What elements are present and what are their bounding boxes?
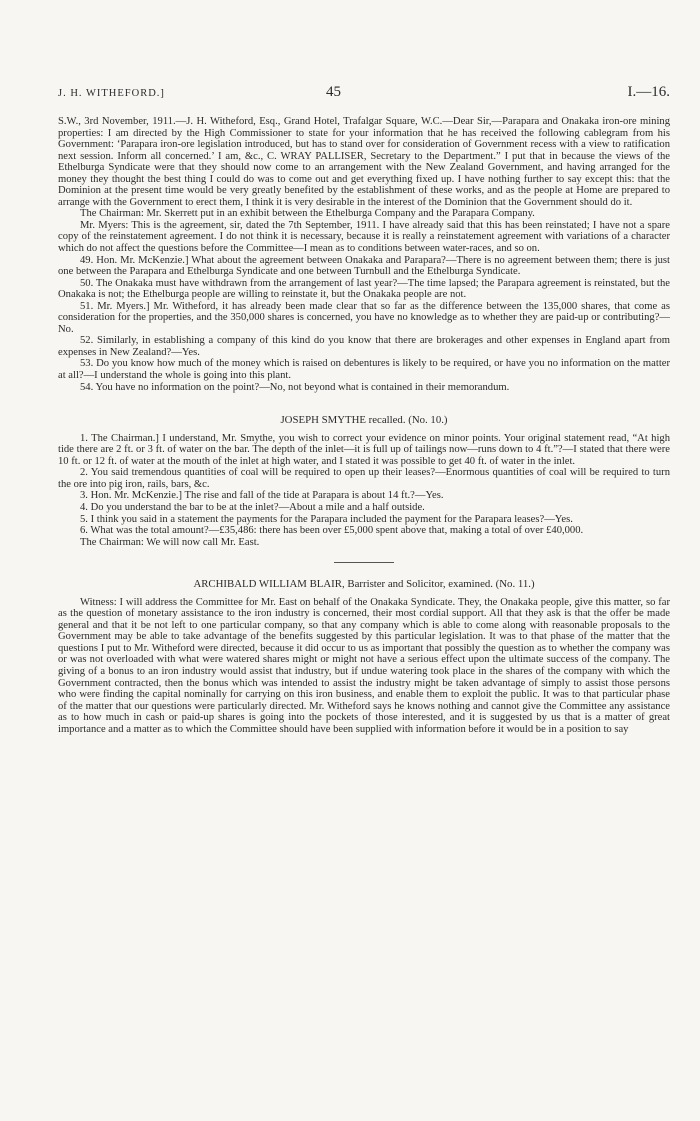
blair-evidence-section <box>58 579 670 735</box>
paragraph: 3. Hon. Mr. McKenzie.] The rise and fall of the tide at Parapara is about 14 ft.?—Yes. <box>80 490 444 502</box>
section-heading: ARCHIBALD WILLIAM BLAIR, Barrister and Solicitor, examined. (No. 11.) <box>193 578 535 591</box>
paragraph: 4. Do you understand the bar to be at the inlet?—About a mile and a half outside. <box>80 501 425 513</box>
paragraph: 1. The Chairman.] I understand, Mr. Smythe, you wish to correct your evidence on minor points. Your original statement read, “At high tide there are 2 ft. or 3 ft. of water on the bar. The depth of the inlet—it is full up of tailings now—runs down to 4 ft.”?—I stated that there were 10 ft. or 12 ft. of water at the mouth of the inlet at high water, and I stated it was possible to get 40 ft. of water in the inlet. <box>58 432 670 467</box>
paragraph: Witness: I will address the Committee for Mr. East on behalf of the Onakaka Syndicate. They, the Onakaka people, give this matter, so far as the question of monetary assistance to the iron industry is concerned, their most cordial support. All that they ask is that the offer be made general and that it be not left to one particular company, so that any company which is able to come along with reasonable proposals to the Government may be able to take advantage of the benefits suggested by this particular legislation. It was to that phase of the matter that the questions I put to Mr. Witheford were directed, because it did occur to us as important that possibly the question as to whether the company was or was not overloaded with what were watered shares might or might not have a serious effect upon the ultimate success of the company. The giving of a bonus to an iron industry would assist that industry, but if undue watering took place in the shares of the company with which the Government contracted, then the bonus which was intended to assist the industry might be taken advantage of simply to assist those persons who were finding the capital nominally for carrying on this iron business, and enable them to exploit the public. It was to that particular phase of the matter that our questions were particularly directed. Mr. Witheford says he knows nothing and cannot give the Committee any assistance as to how much in cash or paid-up shares is going into the pockets of those interested, and it is suggested by us that is a matter of great importance and a matter as to which the Committee should have been supplied with information before it would be in a position to say <box>58 596 670 735</box>
paragraph: 52. Similarly, in establishing a company of this kind do you know that there are brokerages and other expenses in England apart from expenses in New Zealand?—Yes. <box>58 335 670 358</box>
paragraph: The Chairman: Mr. Skerrett put in an exhibit between the Ethelburga Company and the Parapara Company. <box>80 208 535 220</box>
page-number: 45 <box>326 84 341 100</box>
smythe-evidence-section <box>58 415 670 548</box>
paragraph: 51. Mr. Myers.] Mr. Witheford, it has already been made clear that so far as the difference between the 135,000 shares, that come as consideration for the properties, and the 350,000 shares is concerned, you have no knowledge as to whether they are paid-up or contributing?—No. <box>58 300 670 335</box>
paragraph: 6. What was the total amount?—£35,486: there has been over £5,000 spent above that, making a total of over £40,000. <box>80 525 584 537</box>
paragraph: The Chairman: We will now call Mr. East. <box>80 536 260 548</box>
header-witness-name: J. H. WITHEFORD.] <box>58 88 165 99</box>
section-spacer <box>58 393 670 415</box>
paragraph: S.W., 3rd November, 1911.—J. H. Witheford, Esq., Grand Hotel, Trafalgar Square, W.C.—Dear Sir,—Parapara and Onakaka iron-ore mining properties: I am directed by the High Commissioner to state for your information that he has received the following cablegram from his Government: ‘Parapara iron-ore legislation introduced, but has to stand over for consideration of Government recess with a view to ratification next session. Inform all concerned.’ I am, &c., C. WRAY PALLISER, Secretary to the Department.” I put that in because the views of the Ethelburga Syndicate were that they should now come to an arrangement with the New Zealand Government, and having arranged for the money they thought the best thing I could do was to come out and get everything fixed up. I have nothing further to say except this: that the Dominion at the present time would be very greatly benefited by the establishment of these works, and as the people at Home are prepared to arrange with the Government to erect them, I think it is very desirable in the interest of the Dominion that the Government should do it. <box>58 116 670 208</box>
running-header <box>58 84 670 104</box>
paragraph: 5. I think you said in a statement the payments for the Parapara included the payment for the Parapara leases?—Yes. <box>80 513 573 525</box>
section-heading: JOSEPH SMYTHE recalled. (No. 10.) <box>280 414 448 427</box>
paragraph: 50. The Onakaka must have withdrawn from the arrangement of last year?—The time lapsed; the Parapara agreement is reinstated, but the Onakaka is not; the Ethelburga people are willing to reinstate it, but the Onakaka people are not. <box>58 277 670 301</box>
section-divider <box>334 562 394 563</box>
document-reference: I.—16. <box>627 84 670 100</box>
paragraph: 54. You have no information on the point?—No, not beyond what is contained in their memorandum. <box>80 381 510 393</box>
paragraph: Mr. Myers: This is the agreement, sir, dated the 7th September, 1911. I have already said that this has been reinstated; I have not a spare copy of the reinstatement agreement. I do not think it is necessary, because it is really a reinstatement agreement with variations of a character which do not affect the questions before the Committee—I mean as to conditions between water-races, and so on. <box>58 219 670 255</box>
paragraph: 2. You said tremendous quantities of coal will be required to open up their leases?—Enormous quantities of coal will be required to turn the ore into pig iron, rails, bars, &c. <box>58 467 670 490</box>
paragraph: 49. Hon. Mr. McKenzie.] What about the agreement between Onakaka and Parapara?—There is no agreement between them; there is just one between the Parapara and Ethelburga Syndicate and one between Turnbull and the Ethelburga Syndicate. <box>58 254 670 278</box>
page-body <box>58 116 670 735</box>
witheford-evidence-section <box>58 116 670 393</box>
paragraph: 53. Do you know how much of the money which is raised on debentures is likely to be required, or have you no information on the matter at all?—I understand the whole is going into this plant. <box>58 358 670 382</box>
